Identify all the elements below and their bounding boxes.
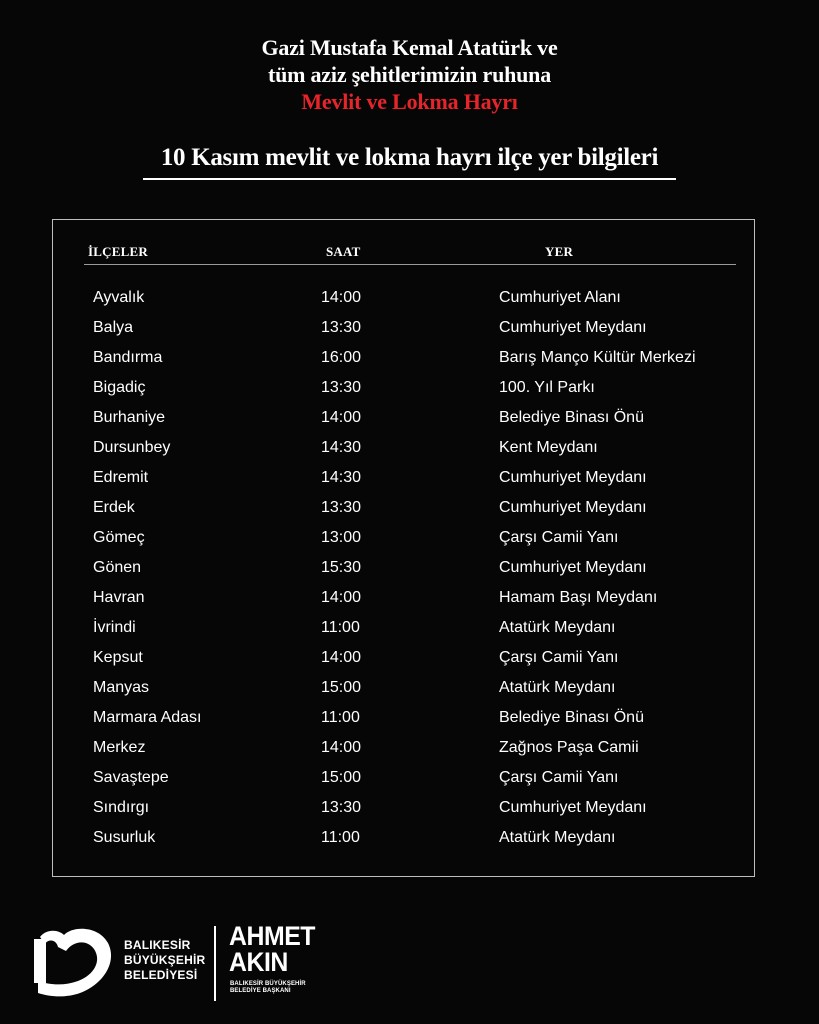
location-cell: Zağnos Paşa Camii [499,739,639,756]
mayor-title [230,981,306,995]
header-divider [84,264,736,265]
time-cell: 16:00 [321,349,362,366]
location-cell: Cumhuriyet Meydanı [499,319,647,336]
district-cell: İvrindi [93,619,136,636]
time-cell: 13:30 [321,319,362,336]
location-cell: Çarşı Camii Yanı [499,769,619,786]
location-cell: Çarşı Camii Yanı [499,649,619,666]
time-cell: 13:00 [321,529,362,546]
time-cell: 11:00 [321,829,360,846]
table-row [0,585,819,615]
municipality-line: BELEDİYESİ [124,968,198,982]
mayor-name [229,923,315,975]
district-cell: Bandırma [93,349,163,366]
time-cell: 14:00 [321,589,362,606]
schedule-rows [0,285,819,855]
district-cell: Ayvalık [93,289,145,306]
location-cell: Hamam Başı Meydanı [499,589,658,606]
mayor-last-name: AKIN [229,947,288,977]
district-cell: Erdek [93,499,135,516]
time-cell: 14:00 [321,739,362,756]
location-cell: Atatürk Meydanı [499,619,616,636]
mayor-first-name: AHMET [229,921,316,951]
time-cell: 15:00 [321,769,362,786]
heart-b-logo-icon [28,923,120,1007]
municipality-name [124,938,205,983]
time-cell: 15:00 [321,679,362,696]
dedication-header [0,34,819,115]
table-row [0,375,819,405]
location-cell: Belediye Binası Önü [499,409,644,426]
location-cell: Atatürk Meydanı [499,829,616,846]
district-cell: Manyas [93,679,150,696]
table-row [0,555,819,585]
municipality-line: BÜYÜKŞEHİR [124,953,206,967]
table-row [0,465,819,495]
footer [0,915,819,1015]
district-cell: Susurluk [93,829,156,846]
page-subtitle: 10 Kasım mevlit ve lokma hayrı ilçe yer bilgileri [160,144,659,171]
event-title: Mevlit ve Lokma Hayrı [301,89,518,114]
location-cell: Cumhuriyet Meydanı [499,499,647,516]
time-cell: 14:00 [321,409,362,426]
location-cell: Cumhuriyet Meydanı [499,559,647,576]
table-row [0,675,819,705]
district-cell: Kepsut [93,649,143,666]
table-row [0,795,819,825]
district-cell: Marmara Adası [93,709,202,726]
table-row [0,405,819,435]
table-row [0,825,819,855]
dedication-line-1: Gazi Mustafa Kemal Atatürk ve [261,35,558,60]
dedication-line-2: tüm aziz şehitlerimizin ruhuna [267,62,552,87]
table-row [0,435,819,465]
column-header-yer: YER [545,244,574,259]
table-row [0,645,819,675]
location-cell: Belediye Binası Önü [499,709,644,726]
district-cell: Dursunbey [93,439,171,456]
location-cell: Kent Meydanı [499,439,598,456]
time-cell: 14:00 [321,649,362,666]
subtitle-underline [143,178,676,180]
location-cell: 100. Yıl Parkı [499,379,595,396]
time-cell: 15:30 [321,559,362,576]
location-cell: Cumhuriyet Meydanı [499,469,647,486]
table-row [0,525,819,555]
location-cell: Barış Manço Kültür Merkezi [499,349,696,366]
time-cell: 11:00 [321,619,360,636]
location-cell: Çarşı Camii Yanı [499,529,619,546]
time-cell: 13:30 [321,799,362,816]
time-cell: 14:30 [321,439,362,456]
time-cell: 14:30 [321,469,362,486]
table-row [0,735,819,765]
table-row [0,765,819,795]
district-cell: Savaştepe [93,769,169,786]
district-cell: Burhaniye [93,409,166,426]
mayor-title-line: BELEDİYE BAŞKANI [230,988,291,994]
district-cell: Gönen [93,559,142,576]
table-row [0,345,819,375]
time-cell: 14:00 [321,289,362,306]
district-cell: Merkez [93,739,146,756]
time-cell: 11:00 [321,709,360,726]
table-row [0,705,819,735]
district-cell: Bigadiç [93,379,146,396]
district-cell: Gömeç [93,529,145,546]
footer-divider [214,926,216,1001]
time-cell: 13:30 [321,379,362,396]
location-cell: Cumhuriyet Alanı [499,289,621,306]
municipality-line: BALIKESİR [124,938,191,952]
table-row [0,495,819,525]
mayor-title-line: BALIKESİR BÜYÜKŞEHİR [230,981,306,987]
location-cell: Atatürk Meydanı [499,679,616,696]
location-cell: Cumhuriyet Meydanı [499,799,647,816]
time-cell: 13:30 [321,499,362,516]
district-cell: Balya [93,319,134,336]
column-header-ilce: İLÇELER [88,244,148,259]
district-cell: Sındırgı [93,799,150,816]
district-cell: Havran [93,589,145,606]
table-row [0,615,819,645]
table-row [0,315,819,345]
table-row [0,285,819,315]
column-header-saat: SAAT [326,244,361,259]
district-cell: Edremit [93,469,149,486]
